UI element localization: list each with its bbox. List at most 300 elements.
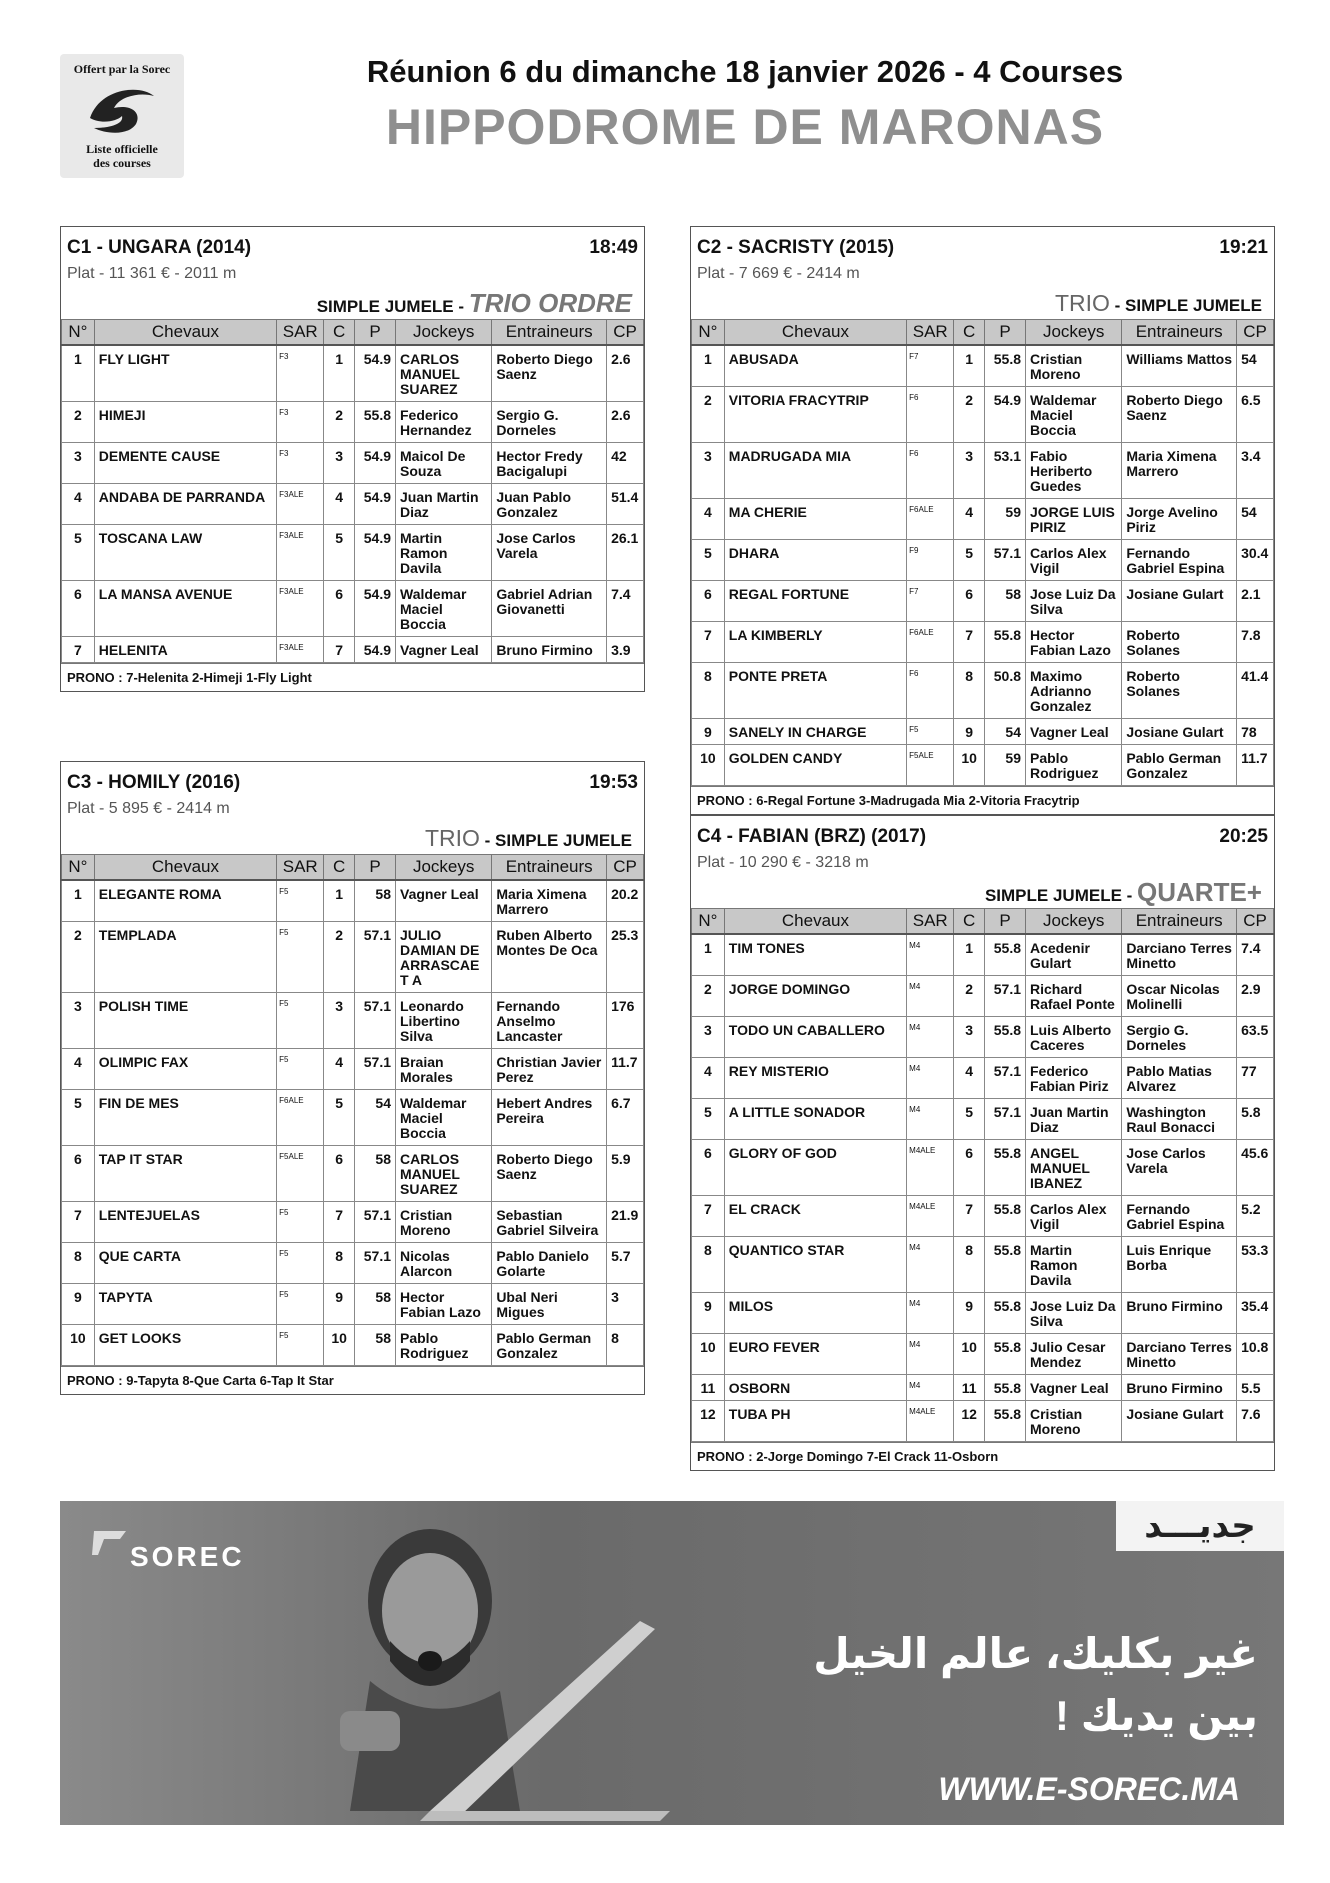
runner-sar: F5 xyxy=(277,1201,324,1242)
runner-number: 8 xyxy=(692,1236,725,1292)
runner-horse: MILOS xyxy=(724,1292,906,1333)
runner-horse: VITORIA FRACYTRIP xyxy=(724,386,906,442)
runner-cord: 3 xyxy=(954,1016,985,1057)
table-row[interactable] xyxy=(62,401,644,442)
table-row[interactable] xyxy=(62,483,644,524)
runner-number: 4 xyxy=(692,498,725,539)
column-header-cp: CP xyxy=(1237,320,1274,345)
runner-cord: 9 xyxy=(954,1292,985,1333)
column-header-jockey: Jockeys xyxy=(1026,320,1122,345)
column-header-sar: SAR xyxy=(277,320,324,345)
runner-horse: PONTE PRETA xyxy=(724,662,906,718)
table-row[interactable] xyxy=(62,1145,644,1201)
runner-cote: 176 xyxy=(607,992,644,1048)
runner-jockey: Vagner Leal xyxy=(396,636,492,662)
runner-weight: 55.8 xyxy=(985,1195,1026,1236)
runner-weight: 53.1 xyxy=(985,442,1026,498)
runner-weight: 57.1 xyxy=(355,992,396,1048)
column-header-horse: Chevaux xyxy=(724,320,906,345)
column-header-p: P xyxy=(985,320,1026,345)
runner-trainer: Gabriel Adrian Giovanetti xyxy=(492,580,607,636)
runner-trainer: Pablo Danielo Golarte xyxy=(492,1242,607,1283)
table-row[interactable] xyxy=(692,662,1274,718)
runner-number: 3 xyxy=(62,442,95,483)
race-time: 18:49 xyxy=(589,237,638,258)
race-bets xyxy=(691,876,1274,908)
runner-cote: 5.5 xyxy=(1237,1374,1274,1400)
race-name: C4 - FABIAN (BRZ) (2017) xyxy=(697,826,927,847)
runner-cote: 2.6 xyxy=(607,401,644,442)
runner-cote: 26.1 xyxy=(607,524,644,580)
table-row[interactable] xyxy=(62,880,644,922)
table-row[interactable] xyxy=(692,621,1274,662)
sorec-logo xyxy=(60,54,184,178)
runner-cord: 2 xyxy=(954,386,985,442)
runner-number: 7 xyxy=(692,1195,725,1236)
runner-cord: 2 xyxy=(324,921,355,992)
column-header-p: P xyxy=(355,855,396,880)
table-row[interactable] xyxy=(692,442,1274,498)
race-card-c3 xyxy=(60,761,645,1395)
column-header-horse: Chevaux xyxy=(94,855,276,880)
table-row[interactable] xyxy=(62,921,644,992)
runner-horse: EURO FEVER xyxy=(724,1333,906,1374)
runner-number: 4 xyxy=(692,1057,725,1098)
sorec-mark-icon xyxy=(90,1525,130,1561)
table-row[interactable] xyxy=(692,539,1274,580)
runner-cote: 6.7 xyxy=(607,1089,644,1145)
runner-cord: 11 xyxy=(954,1374,985,1400)
runner-trainer: Sergio G. Dorneles xyxy=(492,401,607,442)
runner-jockey: Cristian Moreno xyxy=(1026,1400,1122,1441)
runner-weight: 58 xyxy=(985,580,1026,621)
column-header-horse: Chevaux xyxy=(94,320,276,345)
runner-weight: 54.9 xyxy=(355,483,396,524)
runner-trainer: Ruben Alberto Montes De Oca xyxy=(492,921,607,992)
runner-weight: 55.8 xyxy=(985,1236,1026,1292)
table-row[interactable] xyxy=(62,1324,644,1365)
runner-cord: 10 xyxy=(324,1324,355,1365)
runner-trainer: Jose Carlos Varela xyxy=(492,524,607,580)
runner-jockey: Federico Fabian Piriz xyxy=(1026,1057,1122,1098)
runner-cord: 3 xyxy=(954,442,985,498)
runner-horse: REY MISTERIO xyxy=(724,1057,906,1098)
runner-sar: F9 xyxy=(907,539,954,580)
runner-weight: 54.9 xyxy=(985,386,1026,442)
table-row[interactable] xyxy=(692,934,1274,976)
table-row[interactable] xyxy=(692,1400,1274,1441)
runner-cord: 2 xyxy=(954,975,985,1016)
runner-number: 8 xyxy=(62,1242,95,1283)
runner-jockey: Braian Morales xyxy=(396,1048,492,1089)
runner-cord: 7 xyxy=(954,1195,985,1236)
runner-jockey: ANGEL MANUEL IBANEZ xyxy=(1026,1139,1122,1195)
runner-number: 10 xyxy=(692,1333,725,1374)
race-info: Plat - 11 361 € - 2011 m xyxy=(67,265,237,282)
table-row[interactable] xyxy=(692,1236,1274,1292)
runner-number: 3 xyxy=(692,1016,725,1057)
runner-trainer: Josiane Gulart xyxy=(1122,1400,1237,1441)
runner-trainer: Sergio G. Dorneles xyxy=(1122,1016,1237,1057)
runner-cord: 5 xyxy=(324,524,355,580)
table-row[interactable] xyxy=(62,992,644,1048)
runner-jockey: Richard Rafael Ponte xyxy=(1026,975,1122,1016)
table-row[interactable] xyxy=(692,1333,1274,1374)
runner-jockey: Pablo Rodriguez xyxy=(396,1324,492,1365)
runner-trainer: Roberto Solanes xyxy=(1122,662,1237,718)
runner-trainer: Roberto Diego Saenz xyxy=(1122,386,1237,442)
runner-cote: 2.9 xyxy=(1237,975,1274,1016)
column-header-c: C xyxy=(954,320,985,345)
runner-horse: POLISH TIME xyxy=(94,992,276,1048)
runner-cote: 54 xyxy=(1237,498,1274,539)
runner-weight: 54.9 xyxy=(355,442,396,483)
column-header-num: N° xyxy=(62,320,95,345)
runner-horse: DEMENTE CAUSE xyxy=(94,442,276,483)
runner-cote: 25.3 xyxy=(607,921,644,992)
runner-number: 7 xyxy=(62,1201,95,1242)
runner-cord: 7 xyxy=(324,636,355,662)
runner-jockey: Waldemar Maciel Boccia xyxy=(1026,386,1122,442)
banner-website-link[interactable]: WWW.E-SOREC.MA xyxy=(938,1771,1240,1807)
table-row[interactable] xyxy=(692,1057,1274,1098)
banner-brand: SOREC xyxy=(130,1541,245,1572)
runner-jockey: CARLOS MANUEL SUAREZ xyxy=(396,1145,492,1201)
runner-horse: TUBA PH xyxy=(724,1400,906,1441)
runner-cote: 3 xyxy=(607,1283,644,1324)
runner-number: 8 xyxy=(692,662,725,718)
runner-jockey: Federico Hernandez xyxy=(396,401,492,442)
runner-horse: A LITTLE SONADOR xyxy=(724,1098,906,1139)
runner-horse: QUANTICO STAR xyxy=(724,1236,906,1292)
runner-sar: F6 xyxy=(907,386,954,442)
runner-cord: 4 xyxy=(954,498,985,539)
runner-cord: 8 xyxy=(324,1242,355,1283)
runner-jockey: Jose Luiz Da Silva xyxy=(1026,1292,1122,1333)
runner-weight: 58 xyxy=(355,880,396,922)
runner-horse: ABUSADA xyxy=(724,345,906,387)
runner-weight: 58 xyxy=(355,1283,396,1324)
runner-sar: M4ALE xyxy=(907,1400,954,1441)
race-header xyxy=(691,227,1274,261)
runner-jockey: JULIO DAMIAN DE ARRASCAET A xyxy=(396,921,492,992)
runner-horse: LA MANSA AVENUE xyxy=(94,580,276,636)
runner-jockey: Vagner Leal xyxy=(1026,1374,1122,1400)
runner-jockey: Vagner Leal xyxy=(396,880,492,922)
runner-weight: 54.9 xyxy=(355,636,396,662)
bet-type-primary: TRIO xyxy=(1054,290,1110,316)
runner-cord: 1 xyxy=(324,345,355,402)
race-time: 19:21 xyxy=(1219,237,1268,258)
race-bets xyxy=(61,287,644,319)
runner-cord: 8 xyxy=(954,662,985,718)
runner-trainer: Darciano Terres Minetto xyxy=(1122,934,1237,976)
runner-cord: 6 xyxy=(324,580,355,636)
runner-trainer: Roberto Diego Saenz xyxy=(492,345,607,402)
runner-cote: 63.5 xyxy=(1237,1016,1274,1057)
runner-trainer: Hector Fredy Bacigalupi xyxy=(492,442,607,483)
runner-jockey: Julio Cesar Mendez xyxy=(1026,1333,1122,1374)
runner-trainer: Washington Raul Bonacci xyxy=(1122,1098,1237,1139)
runner-number: 9 xyxy=(62,1283,95,1324)
logo-caption-line1: Liste officielle xyxy=(86,142,158,156)
table-row[interactable] xyxy=(62,1283,644,1324)
runner-trainer: Luis Enrique Borba xyxy=(1122,1236,1237,1292)
table-row[interactable] xyxy=(692,345,1274,387)
runner-number: 5 xyxy=(692,1098,725,1139)
table-row[interactable] xyxy=(62,1242,644,1283)
runner-weight: 50.8 xyxy=(985,662,1026,718)
runner-sar: F5ALE xyxy=(277,1145,324,1201)
runner-cote: 11.7 xyxy=(607,1048,644,1089)
race-header xyxy=(61,227,644,261)
table-row[interactable] xyxy=(692,975,1274,1016)
race-info: Plat - 5 895 € - 2414 m xyxy=(67,800,230,817)
runner-sar: F3 xyxy=(277,442,324,483)
column-header-c: C xyxy=(954,909,985,934)
runner-number: 2 xyxy=(692,386,725,442)
runner-weight: 57.1 xyxy=(985,1098,1026,1139)
runner-horse: QUE CARTA xyxy=(94,1242,276,1283)
runner-jockey: Waldemar Maciel Boccia xyxy=(396,1089,492,1145)
runner-number: 7 xyxy=(62,636,95,662)
runner-horse: TAP IT STAR xyxy=(94,1145,276,1201)
runner-horse: DHARA xyxy=(724,539,906,580)
race-prono: PRONO : 2-Jorge Domingo 7-El Crack 11-Osborn xyxy=(691,1442,1274,1470)
table-row[interactable] xyxy=(62,636,644,662)
runner-cote: 3.4 xyxy=(1237,442,1274,498)
table-row[interactable] xyxy=(692,1098,1274,1139)
runner-weight: 57.1 xyxy=(355,1048,396,1089)
table-row[interactable] xyxy=(692,1374,1274,1400)
runner-weight: 55.8 xyxy=(985,1333,1026,1374)
table-row[interactable] xyxy=(692,580,1274,621)
runner-sar: F3ALE xyxy=(277,524,324,580)
runner-number: 5 xyxy=(62,524,95,580)
runner-jockey: Juan Martin Diaz xyxy=(396,483,492,524)
runner-number: 10 xyxy=(62,1324,95,1365)
runner-weight: 54.9 xyxy=(355,345,396,402)
runner-weight: 59 xyxy=(985,744,1026,785)
runner-sar: F5 xyxy=(277,1324,324,1365)
runner-trainer: Roberto Diego Saenz xyxy=(492,1145,607,1201)
column-header-jockey: Jockeys xyxy=(396,855,492,880)
runner-number: 6 xyxy=(62,580,95,636)
runner-number: 2 xyxy=(62,401,95,442)
runner-trainer: Bruno Firmino xyxy=(492,636,607,662)
runner-weight: 55.8 xyxy=(985,345,1026,387)
runner-number: 1 xyxy=(692,345,725,387)
runner-weight: 57.1 xyxy=(985,975,1026,1016)
column-header-jockey: Jockeys xyxy=(1026,909,1122,934)
runner-horse: TODO UN CABALLERO xyxy=(724,1016,906,1057)
runner-sar: F5 xyxy=(907,718,954,744)
runner-jockey: Hector Fabian Lazo xyxy=(1026,621,1122,662)
table-row[interactable] xyxy=(692,1195,1274,1236)
column-header-num: N° xyxy=(692,320,725,345)
bet-type-primary: TRIO xyxy=(424,825,480,851)
runner-trainer: Pablo German Gonzalez xyxy=(492,1324,607,1365)
table-header-row xyxy=(692,320,1274,345)
runner-cote: 2.6 xyxy=(607,345,644,402)
runner-cote: 54 xyxy=(1237,345,1274,387)
runner-trainer: Fernando Gabriel Espina xyxy=(1122,1195,1237,1236)
table-header-row xyxy=(62,320,644,345)
race-card-c4 xyxy=(690,815,1275,1471)
runner-jockey: Waldemar Maciel Boccia xyxy=(396,580,492,636)
runner-horse: TEMPLADA xyxy=(94,921,276,992)
banner-slogan-line2: بين يديك ! xyxy=(1055,1692,1258,1739)
runner-cote: 6.5 xyxy=(1237,386,1274,442)
race-info: Plat - 7 669 € - 2414 m xyxy=(697,265,860,282)
runner-jockey: Carlos Alex Vigil xyxy=(1026,539,1122,580)
table-row[interactable] xyxy=(692,744,1274,785)
runner-cord: 5 xyxy=(954,539,985,580)
runner-trainer: Fernando Gabriel Espina xyxy=(1122,539,1237,580)
table-row[interactable] xyxy=(692,1016,1274,1057)
runner-jockey: JORGE LUIS PIRIZ xyxy=(1026,498,1122,539)
sorec-ad-banner[interactable] xyxy=(60,1501,1284,1825)
logo-caption-bottom xyxy=(60,142,184,170)
runner-cote: 8 xyxy=(607,1324,644,1365)
runner-sar: M4ALE xyxy=(907,1139,954,1195)
runner-sar: M4 xyxy=(907,1374,954,1400)
runner-weight: 57.1 xyxy=(355,1242,396,1283)
table-row[interactable] xyxy=(692,498,1274,539)
runner-jockey: CARLOS MANUEL SUAREZ xyxy=(396,345,492,402)
runner-number: 6 xyxy=(692,580,725,621)
runner-trainer: Juan Pablo Gonzalez xyxy=(492,483,607,524)
runner-trainer: Bruno Firmino xyxy=(1122,1292,1237,1333)
runner-weight: 57.1 xyxy=(355,1201,396,1242)
runner-number: 9 xyxy=(692,1292,725,1333)
runner-cord: 6 xyxy=(954,1139,985,1195)
table-row[interactable] xyxy=(692,718,1274,744)
race-card-c2 xyxy=(690,226,1275,815)
runner-jockey: Nicolas Alarcon xyxy=(396,1242,492,1283)
runner-horse: OLIMPIC FAX xyxy=(94,1048,276,1089)
runner-sar: F3ALE xyxy=(277,636,324,662)
column-header-cp: CP xyxy=(607,855,644,880)
bet-type-primary: SIMPLE JUMELE - xyxy=(316,297,469,316)
runner-sar: F6ALE xyxy=(277,1089,324,1145)
runner-sar: M4ALE xyxy=(907,1195,954,1236)
runner-horse: MA CHERIE xyxy=(724,498,906,539)
table-row[interactable] xyxy=(692,386,1274,442)
table-row[interactable] xyxy=(62,442,644,483)
runner-weight: 55.8 xyxy=(985,1374,1026,1400)
runner-number: 6 xyxy=(62,1145,95,1201)
runner-cote: 41.4 xyxy=(1237,662,1274,718)
race-name: C3 - HOMILY (2016) xyxy=(67,772,241,793)
table-row[interactable] xyxy=(692,1139,1274,1195)
table-row[interactable] xyxy=(62,345,644,402)
runner-cote: 42 xyxy=(607,442,644,483)
table-row[interactable] xyxy=(62,580,644,636)
runner-cord: 2 xyxy=(324,401,355,442)
runner-cord: 8 xyxy=(954,1236,985,1292)
runner-weight: 54.9 xyxy=(355,580,396,636)
column-header-sar: SAR xyxy=(907,909,954,934)
table-row[interactable] xyxy=(692,1292,1274,1333)
runner-cote: 3.9 xyxy=(607,636,644,662)
runner-sar: F3 xyxy=(277,401,324,442)
runner-cote: 10.8 xyxy=(1237,1333,1274,1374)
runner-sar: F7 xyxy=(907,345,954,387)
race-bets xyxy=(691,287,1274,319)
runner-cote: 5.2 xyxy=(1237,1195,1274,1236)
runners-table xyxy=(61,319,644,663)
runner-horse: HELENITA xyxy=(94,636,276,662)
runner-trainer: Maria Ximena Marrero xyxy=(1122,442,1237,498)
runner-jockey: Maicol De Souza xyxy=(396,442,492,483)
runner-number: 4 xyxy=(62,1048,95,1089)
runner-jockey: Maximo Adrianno Gonzalez xyxy=(1026,662,1122,718)
runner-weight: 58 xyxy=(355,1145,396,1201)
race-name: C2 - SACRISTY (2015) xyxy=(697,237,895,258)
runner-trainer: Roberto Solanes xyxy=(1122,621,1237,662)
runner-cord: 1 xyxy=(954,934,985,976)
runner-jockey: Juan Martin Diaz xyxy=(1026,1098,1122,1139)
column-header-cp: CP xyxy=(1237,909,1274,934)
runner-horse: ANDABA DE PARRANDA xyxy=(94,483,276,524)
table-row[interactable] xyxy=(62,1089,644,1145)
column-header-jockey: Jockeys xyxy=(396,320,492,345)
runner-horse: TIM TONES xyxy=(724,934,906,976)
runner-cote: 7.4 xyxy=(1237,934,1274,976)
runner-sar: F7 xyxy=(907,580,954,621)
runner-sar: M4 xyxy=(907,934,954,976)
runner-sar: F5 xyxy=(277,1242,324,1283)
runner-trainer: Hebert Andres Pereira xyxy=(492,1089,607,1145)
table-row[interactable] xyxy=(62,524,644,580)
column-header-trainer: Entraineurs xyxy=(1122,909,1237,934)
column-header-c: C xyxy=(324,320,355,345)
runner-cord: 7 xyxy=(954,621,985,662)
runner-sar: F6 xyxy=(907,662,954,718)
runner-cord: 9 xyxy=(954,718,985,744)
runner-cote: 53.3 xyxy=(1237,1236,1274,1292)
runner-sar: M4 xyxy=(907,1057,954,1098)
runner-cote: 51.4 xyxy=(607,483,644,524)
table-row[interactable] xyxy=(62,1048,644,1089)
runner-cote: 78 xyxy=(1237,718,1274,744)
banner-slogan-line1: غير بكليك، عالم الخيل xyxy=(813,1630,1258,1677)
runner-sar: F3ALE xyxy=(277,483,324,524)
runner-cord: 4 xyxy=(954,1057,985,1098)
logo-caption-top: Offert par la Sorec xyxy=(73,62,171,76)
runners-table xyxy=(691,319,1274,786)
runner-cord: 1 xyxy=(954,345,985,387)
runner-weight: 57.1 xyxy=(985,1057,1026,1098)
race-header xyxy=(691,816,1274,850)
runner-horse: FIN DE MES xyxy=(94,1089,276,1145)
column-header-cp: CP xyxy=(607,320,644,345)
table-row[interactable] xyxy=(62,1201,644,1242)
table-header-row xyxy=(692,909,1274,934)
runner-cote: 11.7 xyxy=(1237,744,1274,785)
race-bets xyxy=(61,822,644,854)
runner-trainer: Bruno Firmino xyxy=(1122,1374,1237,1400)
runner-cote: 21.9 xyxy=(607,1201,644,1242)
runner-cord: 4 xyxy=(324,483,355,524)
runner-sar: M4 xyxy=(907,1016,954,1057)
runner-sar: F5 xyxy=(277,921,324,992)
runner-horse: ELEGANTE ROMA xyxy=(94,880,276,922)
bet-type-secondary: - SIMPLE JUMELE xyxy=(1109,296,1262,315)
runner-jockey: Hector Fabian Lazo xyxy=(396,1283,492,1324)
runner-horse: LA KIMBERLY xyxy=(724,621,906,662)
